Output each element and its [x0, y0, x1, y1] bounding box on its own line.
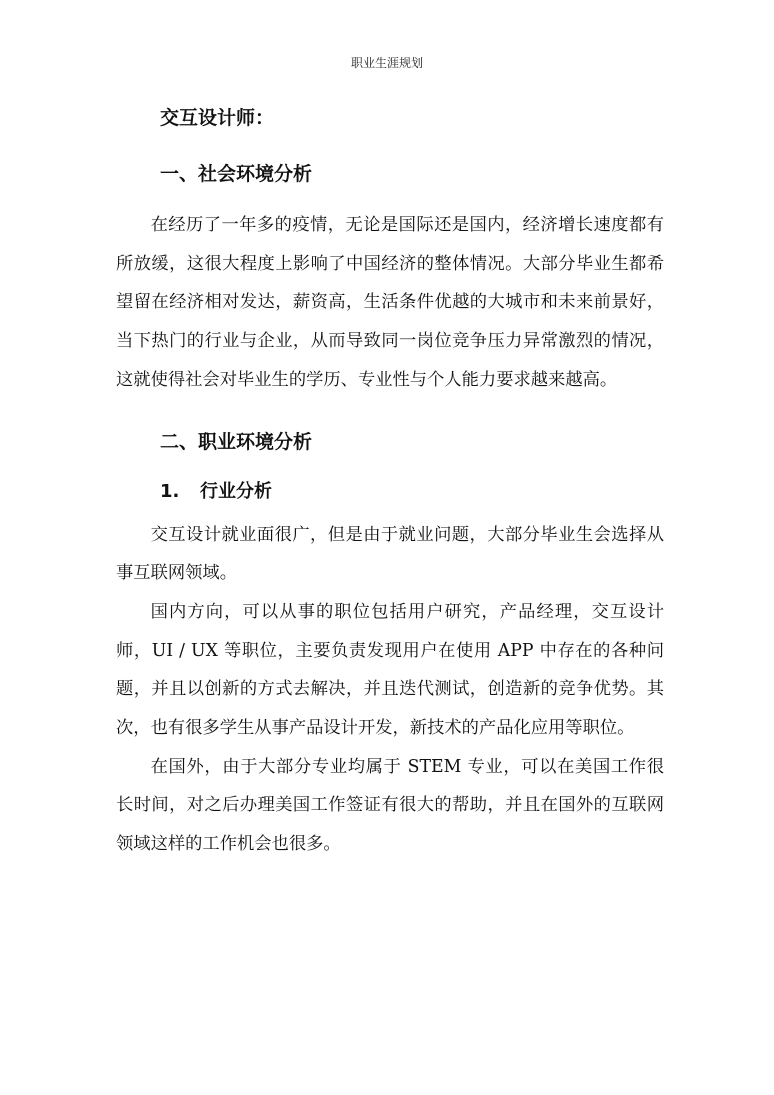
section-heading-career-environment: 二、职业环境分析: [160, 430, 313, 453]
paragraph-social-environment: 在经历了一年多的疫情，无论是国际还是国内，经济增长速度都有所放缓，这很大程度上影响了中国经济的整体情况。大部分毕业生都希望留在经济相对发达，薪资高，生活条件优越的大城市和未来前景好，当下热门的行业与企业，从而导致同一岗位竞争压力异常激烈的情况，这就使得社会对毕业生的学历、专业性与个人能力要求越来越高。: [116, 215, 664, 390]
document-body: [116, 92, 664, 864]
paragraph-industry-2: 国内方向，可以从事的职位包括用户研究，产品经理，交互设计师，UI / UX 等职位，主要负责发现用户在使用 APP 中存在的各种问题，并且以创新的方式去解决，并且迭代测试，创造新的竞争优势。其次，也有很多学生从事产品设计开发，新技术的产品化应用等职位。: [116, 601, 664, 739]
subsection-number: 1.: [160, 480, 180, 502]
running-header: 职业生涯规划: [350, 56, 423, 70]
subsection-heading-industry-analysis: [160, 478, 664, 506]
paragraph-industry-3: 在国外，由于大部分专业均属于 STEM 专业，可以在美国工作很长时间，对之后办理美国工作签证有很大的帮助，并且在国外的互联网领域这样的工作机会也很多。: [116, 756, 664, 855]
document-title: 交互设计师：: [160, 107, 275, 129]
paragraph-industry-1: 交互设计就业面很广，但是由于就业问题，大部分毕业生会选择从事互联网领域。: [116, 524, 664, 584]
subsection-title: 行业分析: [200, 480, 272, 502]
section-heading-social-environment: 一、社会环境分析: [160, 163, 313, 185]
